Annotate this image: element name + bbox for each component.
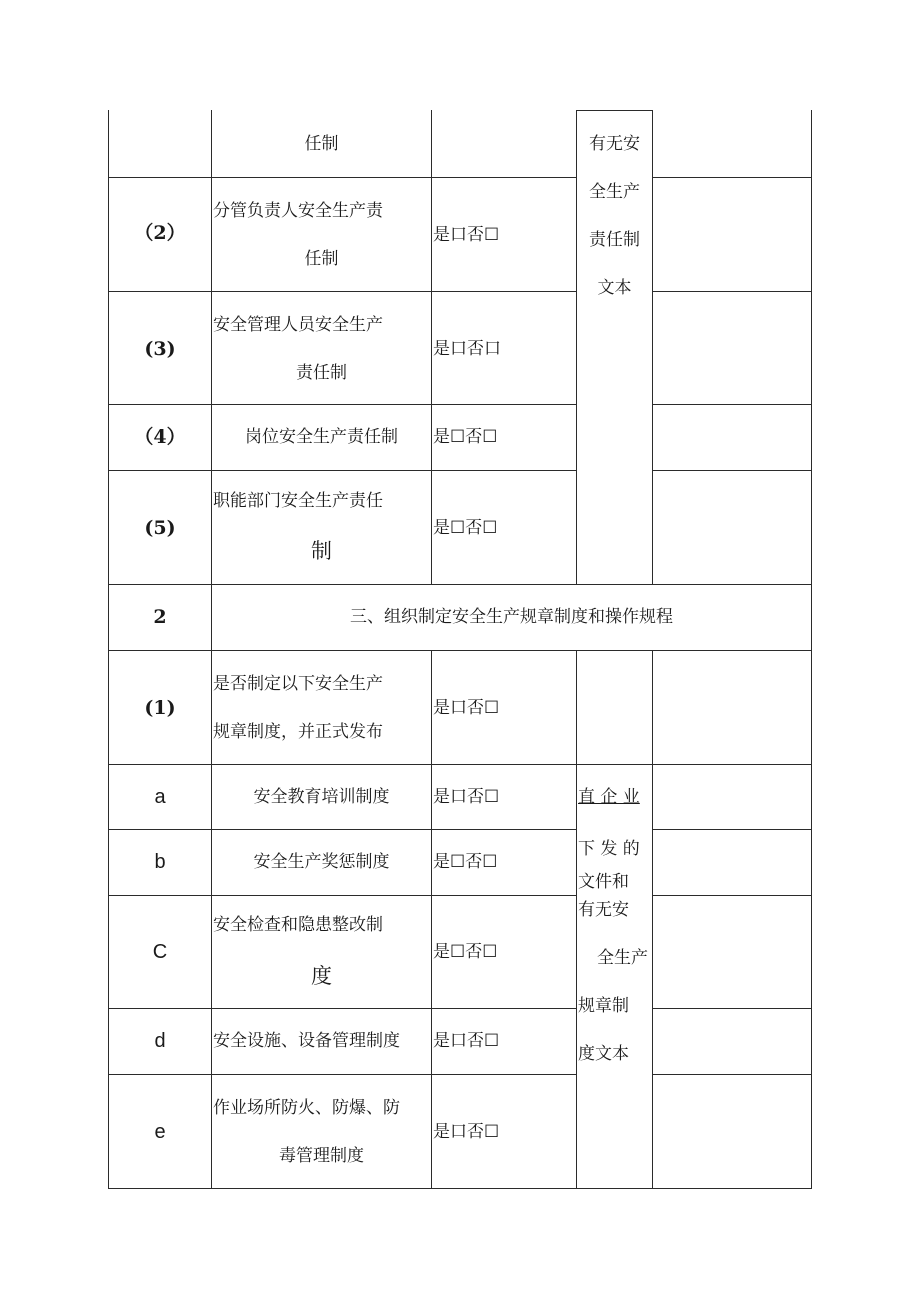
evidence-line: 文本 — [597, 278, 632, 298]
evidence-line: 有无安 — [589, 134, 640, 154]
yes-no-checkbox[interactable]: 是☐否☐ — [433, 427, 498, 447]
evidence-line: 全生产 — [597, 948, 648, 968]
item-text-line2: 规章制度，并正式发布 — [213, 722, 383, 742]
evidence-overlap-line: 下 发 的 — [578, 839, 640, 859]
item-text: 安全设施、设备管理制度 — [213, 1031, 400, 1051]
item-text: 岗位安全生产责任制 — [245, 427, 398, 447]
row-letter: d — [154, 1030, 166, 1052]
row-number: (3) — [144, 338, 176, 360]
yes-no-checkbox[interactable]: 是☐否☐ — [433, 518, 498, 538]
row-letter: b — [154, 851, 166, 873]
evidence-line: 责任制 — [589, 230, 640, 250]
item-text-line1: 安全检查和隐患整改制 — [213, 915, 383, 935]
evidence-line: 度文本 — [578, 1044, 629, 1064]
item-text-line2: 毒管理制度 — [279, 1146, 364, 1166]
item-text-line2: 责任制 — [296, 363, 347, 383]
yes-no-checkbox[interactable]: 是☐否☐ — [433, 942, 498, 962]
row-number: （4） — [134, 426, 186, 448]
item-text-line2: 度 — [311, 964, 332, 988]
yes-no-checkbox[interactable]: 是口否☐ — [433, 1122, 500, 1142]
item-text-line1: 是否制定以下安全生产 — [213, 674, 383, 694]
item-text-line1: 作业场所防火、防爆、防 — [213, 1098, 400, 1118]
row-letter: a — [154, 786, 166, 808]
item-text: 任制 — [304, 134, 339, 154]
section-title: 三、组织制定安全生产规章制度和操作规程 — [350, 607, 673, 627]
yes-no-checkbox[interactable]: 是口否☐ — [433, 787, 500, 807]
yes-no-checkbox[interactable]: 是口否口 — [433, 339, 501, 359]
row-number: (1) — [144, 697, 176, 719]
item-text: 安全教育培训制度 — [253, 787, 390, 807]
yes-no-checkbox[interactable]: 是口否☐ — [433, 1031, 500, 1051]
evidence-clipped-line: 文件和 — [578, 872, 629, 892]
row-number: （2） — [134, 222, 186, 244]
item-text-line2: 任制 — [304, 249, 339, 269]
section-number: 2 — [153, 606, 167, 628]
evidence-line: 有无安 — [578, 900, 629, 920]
row-letter: C — [152, 941, 168, 963]
row-number: (5) — [144, 517, 176, 539]
yes-no-checkbox[interactable]: 是☐否☐ — [433, 852, 498, 872]
item-text-line1: 职能部门安全生产责任 — [213, 491, 383, 511]
yes-no-checkbox[interactable]: 是口否☐ — [433, 225, 500, 245]
evidence-line: 规章制 — [578, 996, 629, 1016]
evidence-overlap-line: 直 企 业 — [578, 787, 640, 807]
item-text: 安全生产奖惩制度 — [253, 852, 390, 872]
item-text-line1: 分管负责人安全生产责 — [213, 201, 383, 221]
yes-no-checkbox[interactable]: 是口否☐ — [433, 698, 500, 718]
evidence-line: 全生产 — [589, 182, 640, 202]
item-text-line2: 制 — [311, 539, 332, 563]
row-letter: e — [154, 1121, 166, 1143]
item-text-line1: 安全管理人员安全生产 — [213, 315, 383, 335]
